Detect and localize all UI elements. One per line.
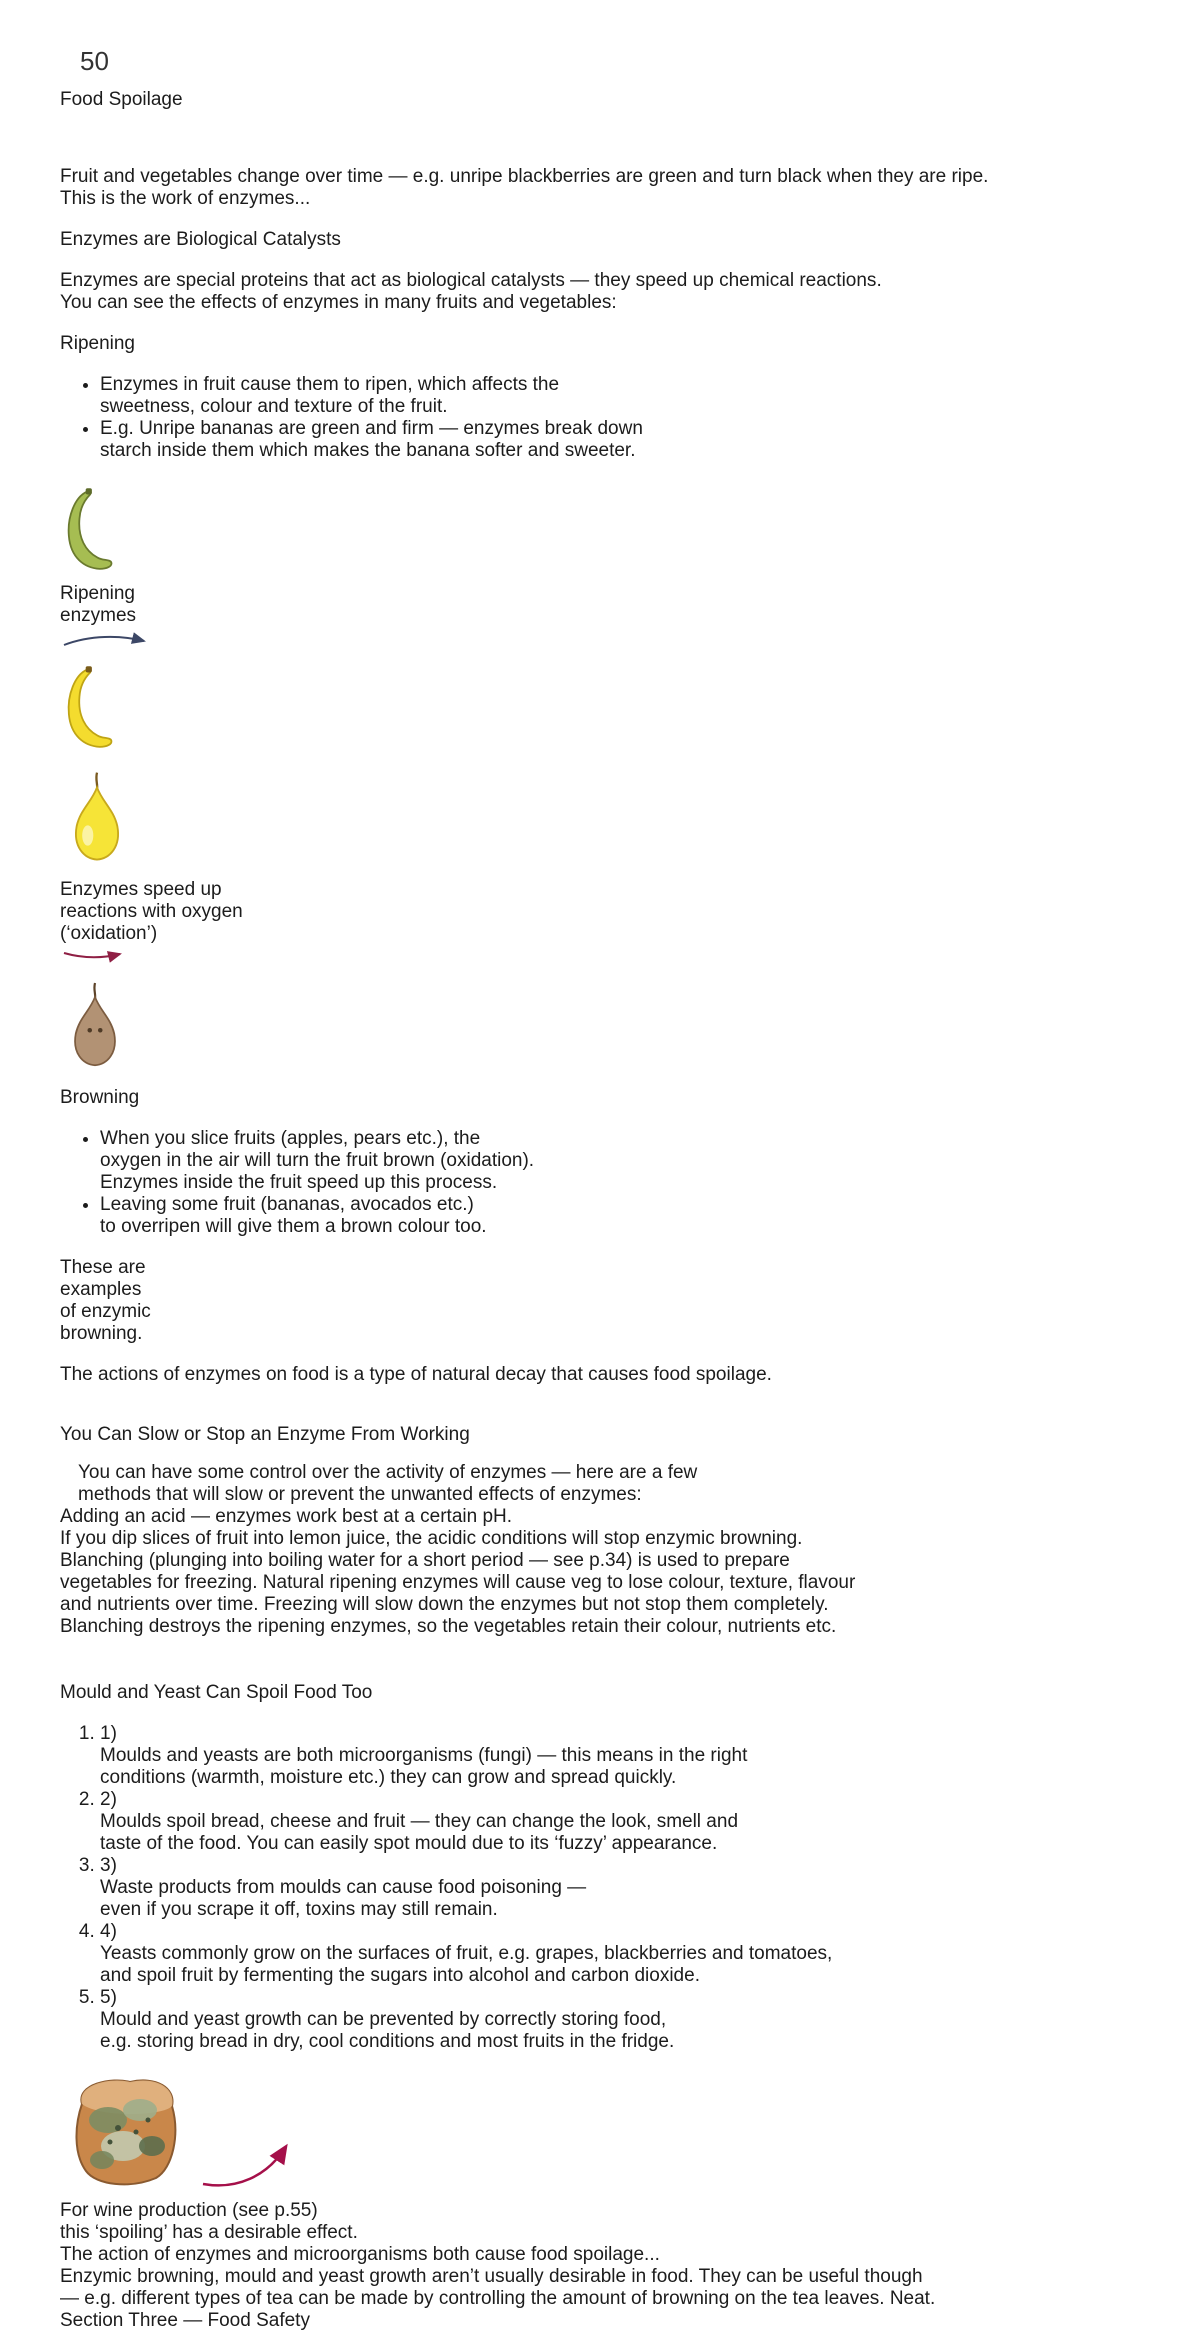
summary-box: [60, 2244, 1030, 2310]
mouldy-bread-image: [60, 2072, 192, 2194]
ripening-row: [60, 333, 1030, 761]
ripening-bullets: [60, 374, 1030, 462]
page-title: Food Spoilage: [60, 89, 183, 110]
browning-side-label: [60, 1087, 1030, 1109]
list-item: • Leaving some fruit (bananas, avocados etc.) to overripen will give them a brown colour too.: [100, 1194, 1030, 1238]
page-title-banner: [60, 89, 1030, 147]
pear-browning-diagram: [60, 761, 1030, 1087]
item-text: Yeasts commonly grow on the surfaces of fruit, e.g. grapes, blackberries and tomatoes, and spoil fruit by fermenting the sugars into alcohol and carbon dioxide.: [100, 1943, 833, 1986]
ripening-enzymes-label: Ripening enzymes: [60, 583, 137, 626]
item-text: Moulds spoil bread, cheese and fruit — they can change the look, smell and taste of the food. You can easily spot mould due to its ‘fuzzy’ appearance.: [100, 1811, 739, 1854]
item-text: Mould and yeast growth can be prevented by correctly storing food, e.g. storing bread in dry, cool conditions and most fruits in the fridge.: [100, 2009, 675, 2052]
list-item: • E.g. Unripe bananas are green and firm — enzymes break down starch inside them which makes the banana softer and sweeter.: [100, 418, 1030, 462]
numbered-item: [100, 1855, 1030, 1921]
catalysts-paragraph: Enzymes are special proteins that act as biological catalysts — they speed up chemical reactions. You can see the effects of enzymes in many fruits and vegetables:: [60, 270, 882, 313]
item-number: 5): [100, 1987, 117, 2008]
mould-numbered-list: [60, 1723, 1030, 2053]
page-number: 50: [80, 46, 109, 76]
section-heading-mould-yeast: Mould and Yeast Can Spoil Food Too: [60, 1682, 373, 1703]
item-number: 1): [100, 1723, 117, 1744]
item-number: 3): [100, 1855, 117, 1876]
browning-bullets: [60, 1128, 1030, 1238]
slow-stop-paragraph: You can have some control over the activity of enzymes — here are a few methods that will slow or prevent the unwanted effects of enzymes:: [78, 1462, 698, 1505]
acid-tip-text: Adding an acid — enzymes work best at a certain pH. If you dip slices of fruit into lemon juice, the acidic conditions will stop enzymic browning.: [60, 1506, 803, 1549]
summary-body: Enzymic browning, mould and yeast growth aren’t usually desirable in food. They can be useful though — e.g. different types of tea can be made by controlling the amount of browning on the tea leaves. Neat.: [60, 2266, 936, 2309]
item-text: Waste products from moulds can cause food poisoning — even if you scrape it off, toxins may still remain.: [100, 1877, 587, 1920]
yellow-banana-image: [60, 659, 122, 755]
list-item: • Enzymes in fruit cause them to ripen, which affects the sweetness, colour and texture of the fruit.: [100, 374, 1030, 418]
browning-row: [60, 761, 1030, 1345]
oxidation-caption-group: [60, 879, 1030, 969]
blanching-tip-box: [60, 1550, 1030, 1638]
list-item: • When you slice fruits (apples, pears etc.), the oxygen in the air will turn the fruit brown (oxidation). Enzymes inside the fruit speed up this process.: [100, 1128, 1030, 1194]
numbered-item: [100, 1723, 1030, 1789]
section-heading-biological-catalysts: Enzymes are Biological Catalysts: [60, 229, 341, 250]
acid-tip-box: [60, 1506, 1030, 1550]
browning-label: Browning: [60, 1087, 140, 1108]
browning-box: [60, 1087, 1030, 1238]
ripening-arrow-group: [60, 583, 1030, 659]
summary-title: The action of enzymes and microorganisms both cause food spoilage...: [60, 2244, 660, 2265]
section-footer: Section Three — Food Safety: [60, 2310, 310, 2331]
green-banana-image: [60, 481, 122, 577]
brown-pear-image: [60, 969, 130, 1081]
bread-arrow-icon: [197, 2134, 297, 2194]
item-number: 4): [100, 1921, 117, 1942]
blanching-tip-text: Blanching (plunging into boiling water for a short period — see p.34) is used to prepare vegetables for freezing. Natural ripening enzymes will cause veg to lose colour, texture, flavour and nutrients over time. Freezing will slow down the enzymes but not stop them completely. Blanching destroys the ripening enzymes, so the vegetables retain their colour, nutrients etc.: [60, 1550, 856, 1637]
numbered-item: [100, 1987, 1030, 2053]
page-content: [60, 46, 1030, 2332]
oxidation-caption: Enzymes speed up reactions with oxygen (‘oxidation’): [60, 879, 243, 944]
ripening-arrow-icon: [60, 627, 156, 653]
enzymic-browning-note: These are examples of enzymic browning.: [60, 1257, 151, 1344]
banana-ripening-diagram: [60, 481, 1030, 761]
item-text: Moulds and yeasts are both microorganisms (fungi) — this means in the right conditions (warmth, moisture etc.) they can grow and spread quickly.: [100, 1745, 748, 1788]
ripening-label: Ripening: [60, 333, 135, 354]
item-number: 2): [100, 1789, 117, 1810]
intro-paragraph: Fruit and vegetables change over time — e.g. unripe blackberries are green and turn black when they are ripe. This is the work of enzymes...: [60, 166, 989, 209]
natural-decay-line: The actions of enzymes on food is a type of natural decay that causes food spoilage.: [60, 1364, 772, 1385]
section-heading-slow-stop: You Can Slow or Stop an Enzyme From Working: [60, 1424, 470, 1445]
oxidation-arrow-icon: [60, 945, 130, 963]
wine-production-note: For wine production (see p.55) this ‘spoiling’ has a desirable effect.: [60, 2200, 358, 2243]
yellow-pear-image: [60, 761, 134, 873]
numbered-item: [100, 1921, 1030, 1987]
numbered-item: [100, 1789, 1030, 1855]
ripening-side-label: [60, 333, 1030, 355]
ripening-box: [60, 333, 1030, 462]
mould-section-body: [60, 1723, 1030, 2244]
